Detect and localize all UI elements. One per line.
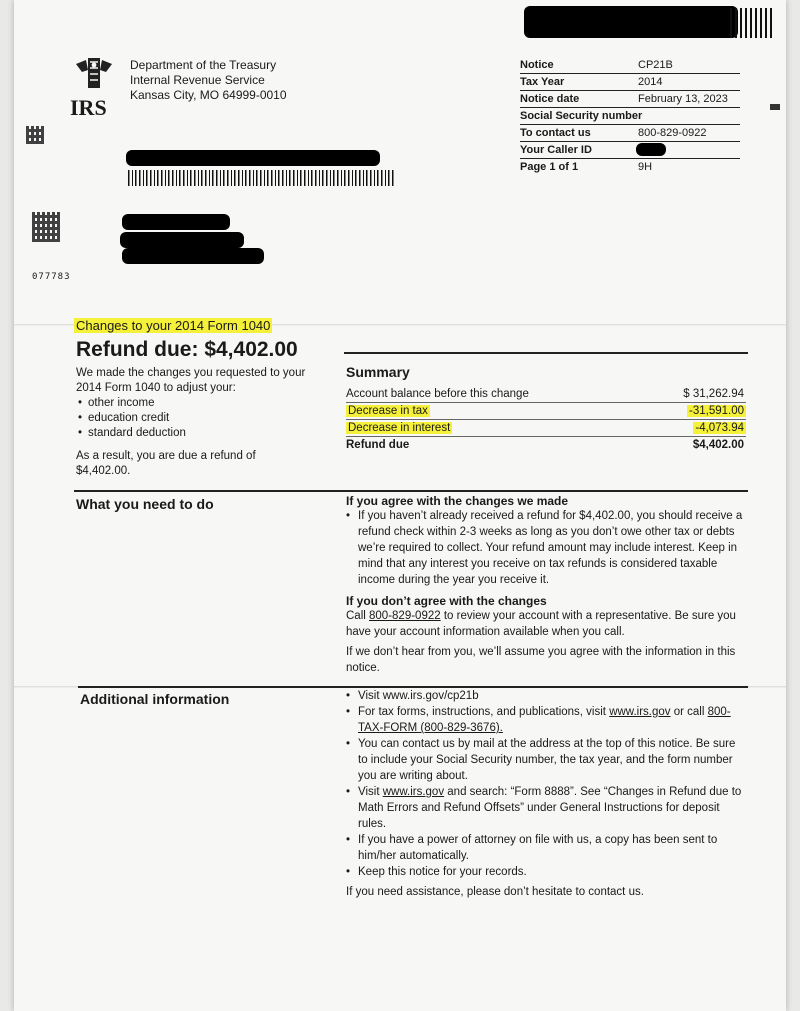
notice-row: [520, 91, 740, 108]
edge-mark: [770, 104, 780, 110]
list-item: • other income: [88, 396, 306, 411]
list-item: [346, 864, 746, 880]
notice-row: [520, 74, 740, 91]
notice-value: 9H: [638, 161, 653, 173]
dept-line: Kansas City, MO 64999-0010: [130, 88, 287, 102]
disagree-text: [346, 608, 746, 640]
summary-row: [346, 386, 746, 403]
list-item: [346, 784, 746, 832]
what-to-do-content: [346, 494, 746, 676]
notice-row: [520, 57, 740, 74]
summary-total-label: Refund due: [346, 439, 410, 451]
irs-logo: [70, 56, 120, 120]
summary-row: [346, 420, 746, 437]
redacted-block: [524, 6, 738, 38]
cp21b-link[interactable]: www.irs.gov/cp21b: [382, 690, 479, 702]
disagree-title: If you don’t agree with the changes: [346, 594, 547, 608]
bullet: •: [346, 866, 351, 878]
redacted-address: [120, 232, 244, 248]
forms-prefix: For tax forms, instructions, and publications, visit: [358, 706, 610, 718]
agree-text: If you haven’t already received a refund for $4,402.00, you should receive a refund check within 2-3 weeks as long as you don’t owe other tax or debts we’re required to collect. Your refund amount may include interest. Keep in mind that any interest you receive on tax refunds is considered taxable income during the year you receive it.: [358, 510, 743, 586]
disagree-prefix: Call: [346, 610, 370, 622]
irs-gov-link[interactable]: www.irs.gov: [382, 786, 445, 798]
summary-total-row: [346, 437, 746, 453]
dept-line: Internal Revenue Service: [130, 73, 265, 87]
section-title-what-to-do: What you need to do: [76, 496, 214, 512]
irs-logo-text: IRS: [70, 95, 107, 120]
summary-label: Decrease in interest: [348, 422, 451, 434]
result-text: As a result, you are due a refund of $4,402.00.: [76, 450, 256, 477]
search-prefix: Visit: [358, 786, 383, 798]
list-item: • standard deduction: [88, 426, 306, 441]
notice-row: [520, 159, 740, 175]
mail-text: You can contact us by mail at the address at the top of this notice. Be sure to include your Social Security number, the tax year, and the form number you are writing about.: [358, 738, 736, 782]
notice-label: Notice date: [520, 93, 580, 105]
notice-label: Page 1 of 1: [520, 161, 579, 173]
bullet: •: [346, 706, 351, 718]
barcode-graphic: [730, 8, 774, 38]
notice-label: To contact us: [520, 127, 591, 139]
list-item: • education credit: [88, 411, 306, 426]
list-item: [346, 832, 746, 864]
bullet: •: [346, 510, 351, 522]
notice-label: Tax Year: [520, 76, 565, 88]
bullet: •: [346, 690, 351, 702]
divider: [74, 490, 748, 492]
eagle-seal-icon: [74, 56, 114, 92]
changes-heading: [74, 318, 272, 333]
notice-value: February 13, 2023: [638, 93, 728, 105]
summary-amount: -31,591.00: [689, 405, 744, 417]
summary-amount: -4,073.94: [695, 422, 744, 434]
change-explanation: [76, 366, 306, 479]
summary-label: Account balance before this change: [346, 388, 529, 400]
divider: [344, 352, 748, 354]
notice-row: [520, 108, 740, 125]
changes-heading-text: Changes to your 2014 Form 1040: [76, 318, 271, 333]
bullet: •: [346, 738, 351, 750]
summary-row: [346, 403, 746, 420]
disagree-suffix: to review your account with a representative. Be sure you have your account information available when you call.: [346, 610, 736, 638]
summary-total-amount: $4,402.00: [692, 439, 744, 451]
notice-value: CP21B: [638, 59, 673, 71]
dept-line: Department of the Treasury: [130, 58, 277, 72]
no-reply-text: If we don’t hear from you, we’ll assume you agree with the information in this notice.: [346, 646, 736, 674]
irs-gov-link[interactable]: www.irs.gov: [609, 706, 671, 718]
additional-info-list: [346, 688, 746, 900]
summary-table: [346, 386, 746, 453]
list-item: [346, 704, 746, 736]
adjustment-list: [76, 396, 306, 441]
notice-label: Notice: [520, 59, 554, 71]
redacted-address: [122, 214, 230, 230]
redacted-address: [122, 248, 264, 264]
agree-bullet: [346, 508, 746, 588]
keep-text: Keep this notice for your records.: [358, 866, 527, 878]
list-item: [346, 736, 746, 784]
intro-text: We made the changes you requested to your 2014 Form 1040 to adjust your:: [76, 367, 306, 394]
section-title-additional-info: Additional information: [80, 691, 230, 707]
redacted-caller-id: [636, 143, 666, 156]
bullet: •: [346, 834, 351, 846]
bullet: •: [346, 786, 351, 798]
poa-text: If you have a power of attorney on file with us, a copy has been sent to him/her automatically.: [358, 834, 718, 862]
tax-form-phone-link[interactable]: 800-TAX-FORM (800-829-3676).: [358, 706, 731, 734]
qr-code-icon: [26, 126, 44, 144]
department-address: [130, 58, 287, 103]
summary-title: Summary: [346, 364, 410, 380]
redacted-name: [126, 150, 380, 166]
summary-label: Decrease in tax: [348, 405, 428, 417]
notice-row: [520, 142, 740, 159]
closing-text: If you need assistance, please don’t hesitate to contact us.: [346, 886, 644, 898]
agree-title: If you agree with the changes we made: [346, 494, 569, 508]
notice-label: Your Caller ID: [520, 144, 592, 156]
qr-code-icon: [32, 212, 60, 242]
contact-phone-link[interactable]: 800-829-0922: [369, 610, 441, 622]
visit-prefix: Visit: [358, 690, 383, 702]
summary-amount: $ 31,262.94: [683, 388, 744, 400]
notice-value: 2014: [638, 76, 663, 88]
postal-barcode: [128, 170, 396, 186]
forms-mid: or call: [670, 706, 708, 718]
notice-row: [520, 125, 740, 142]
list-item: [346, 688, 746, 704]
refund-title: Refund due: $4,402.00: [76, 338, 298, 361]
notice-label: Social Security number: [520, 110, 643, 122]
notice-value: 800-829-0922: [638, 127, 707, 139]
notice-info-table: [520, 57, 740, 175]
document-code: 077783: [32, 272, 71, 282]
search-suffix: and search: “Form 8888”. See “Changes in Refund due to Math Errors and Refund Offsets” under General Instructions for deposit rules.: [358, 786, 742, 830]
